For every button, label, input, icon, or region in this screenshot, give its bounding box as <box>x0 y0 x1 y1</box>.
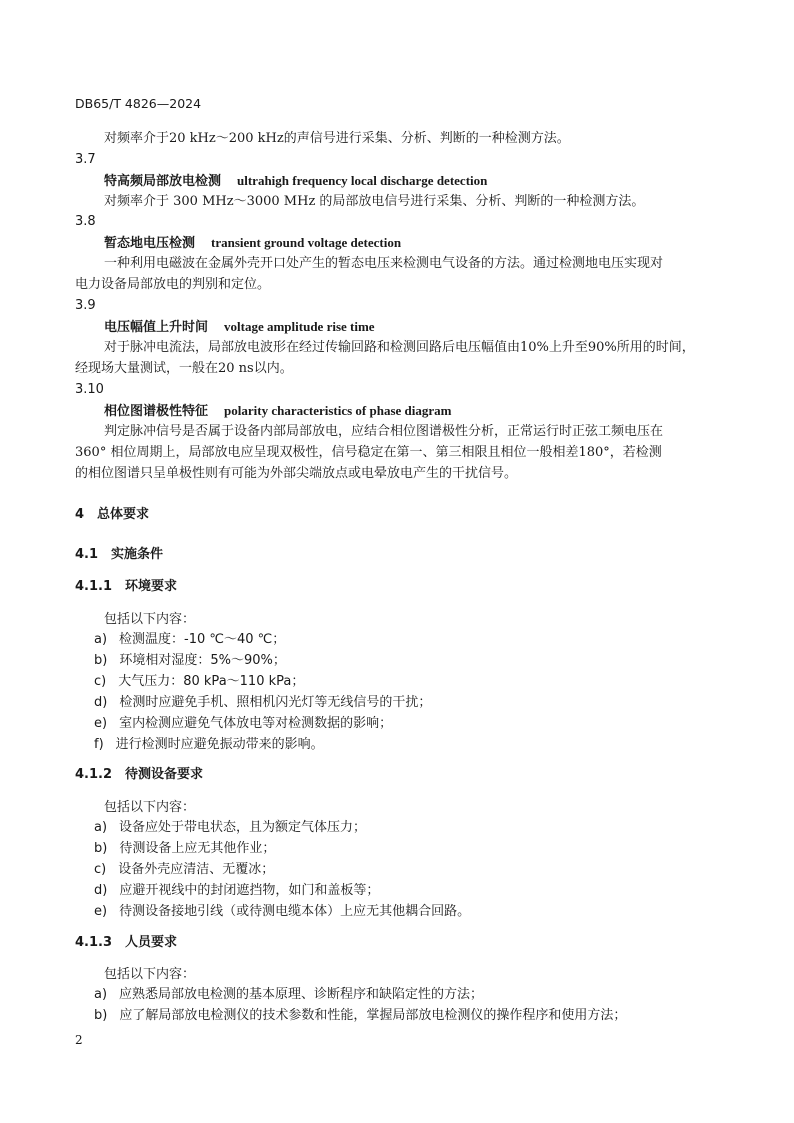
list-marker: a) <box>94 987 108 1002</box>
list-text: 应避开视线中的封闭遮挡物，如门和盖板等； <box>119 883 380 898</box>
list-marker: d) <box>94 695 108 710</box>
list-marker: e) <box>94 716 108 731</box>
document-number-header: DB65/T 4826—2024 <box>75 96 202 111</box>
intro-text: 包括以下内容： <box>104 612 196 627</box>
list-item <box>94 652 286 670</box>
term-3-7 <box>104 172 487 191</box>
term-en: voltage amplitude rise time <box>224 319 375 334</box>
list-text: 进行检测时应避免振动带来的影响。 <box>115 737 324 752</box>
subsection-heading-4-1-2: 4.1.2 待测设备要求 <box>75 767 204 782</box>
list-marker: b) <box>94 841 108 856</box>
section-heading-4-1: 4.1 实施条件 <box>75 547 164 562</box>
list-marker: b) <box>94 653 108 668</box>
term-en: ultrahigh frequency local discharge detection <box>237 173 488 188</box>
term-zh: 暂态地电压检测 <box>104 236 196 251</box>
definition-text: 的相位图谱只呈单极性则有可能为外部尖端放点或电晕放电产生的干扰信号。 <box>75 466 518 481</box>
list-marker: d) <box>94 883 108 898</box>
clause-number-3-9: 3.9 <box>75 298 96 313</box>
definition-text: 对频率介于20 kHz～200 kHz的声信号进行采集、分析、判断的一种检测方法。 <box>104 131 570 146</box>
definition-text: 经现场大量测试，一般在20 ns以内。 <box>75 361 293 376</box>
intro-text: 包括以下内容： <box>104 967 196 982</box>
definition-text: 360° 相位周期上，局部放电应呈现双极性，信号稳定在第一、第三相限且相位一般相差180°，若检测 <box>75 445 662 460</box>
list-item <box>94 840 275 858</box>
term-zh: 相位图谱极性特征 <box>104 404 209 419</box>
term-3-8 <box>104 234 401 253</box>
term-zh: 电压幅值上升时间 <box>104 320 209 335</box>
list-marker: c) <box>94 862 107 877</box>
list-marker: e) <box>94 904 108 919</box>
definition-text: 对频率介于 300 MHz～3000 MHz 的局部放电信号进行采集、分析、判断的一种检测方法。 <box>104 194 645 209</box>
list-item <box>94 631 285 649</box>
list-item <box>94 903 470 921</box>
definition-text: 对于脉冲电流法，局部放电波形在经过传输回路和检测回路后电压幅值由10%上升至90%所用的时间， <box>104 340 695 355</box>
list-text: 检测时应避免手机、照相机闪光灯等无线信号的干扰； <box>119 695 432 710</box>
list-text: 大气压力：80 kPa～110 kPa； <box>118 674 305 689</box>
clause-number-3-8: 3.8 <box>75 214 96 229</box>
term-en: transient ground voltage detection <box>211 235 402 250</box>
chapter-heading-4: 4 总体要求 <box>75 507 150 522</box>
list-text: 待测设备接地引线（或待测电缆本体）上应无其他耦合回路。 <box>119 904 471 919</box>
list-item <box>94 861 274 879</box>
list-text: 室内检测应避免气体放电等对检测数据的影响； <box>119 716 393 731</box>
list-item <box>94 715 392 733</box>
subsection-heading-4-1-3: 4.1.3 人员要求 <box>75 935 178 950</box>
page-number: 2 <box>75 1033 83 1047</box>
list-marker: f) <box>94 737 104 752</box>
list-text: 待测设备上应无其他作业； <box>119 841 276 856</box>
term-3-9 <box>104 318 375 337</box>
list-item <box>94 736 324 754</box>
term-3-10 <box>104 402 451 421</box>
clause-number-3-10: 3.10 <box>75 382 104 397</box>
list-item <box>94 986 483 1004</box>
list-marker: a) <box>94 632 108 647</box>
list-item <box>94 819 366 837</box>
term-zh: 特高频局部放电检测 <box>104 174 222 189</box>
list-text: 环境相对湿度：5%～90%； <box>119 653 286 668</box>
list-text: 设备外壳应清洁、无覆冰； <box>118 862 275 877</box>
list-marker: a) <box>94 820 108 835</box>
list-text: 设备应处于带电状态，且为额定气体压力； <box>119 820 367 835</box>
list-item <box>94 673 304 691</box>
list-marker: c) <box>94 674 107 689</box>
term-en: polarity characteristics of phase diagram <box>224 403 452 418</box>
intro-text: 包括以下内容： <box>104 800 196 815</box>
list-item <box>94 882 379 900</box>
definition-text: 电力设备局部放电的判别和定位。 <box>75 277 271 292</box>
definition-text: 一种利用电磁波在金属外壳开口处产生的暂态电压来检测电气设备的方法。通过检测地电压实现对 <box>104 256 664 271</box>
list-text: 应熟悉局部放电检测的基本原理、诊断程序和缺陷定性的方法； <box>119 987 484 1002</box>
list-item <box>94 694 431 712</box>
definition-text: 判定脉冲信号是否属于设备内部局部放电，应结合相位图谱极性分析，正常运行时正弦工频电压在 <box>104 424 664 439</box>
subsection-heading-4-1-1: 4.1.1 环境要求 <box>75 579 178 594</box>
list-text: 应了解局部放电检测仪的技术参数和性能，掌握局部放电检测仪的操作程序和使用方法； <box>119 1008 627 1023</box>
list-text: 检测温度：-10 ℃～40 ℃； <box>119 632 286 647</box>
list-item <box>94 1007 626 1025</box>
clause-number-3-7: 3.7 <box>75 152 96 167</box>
list-marker: b) <box>94 1008 108 1023</box>
